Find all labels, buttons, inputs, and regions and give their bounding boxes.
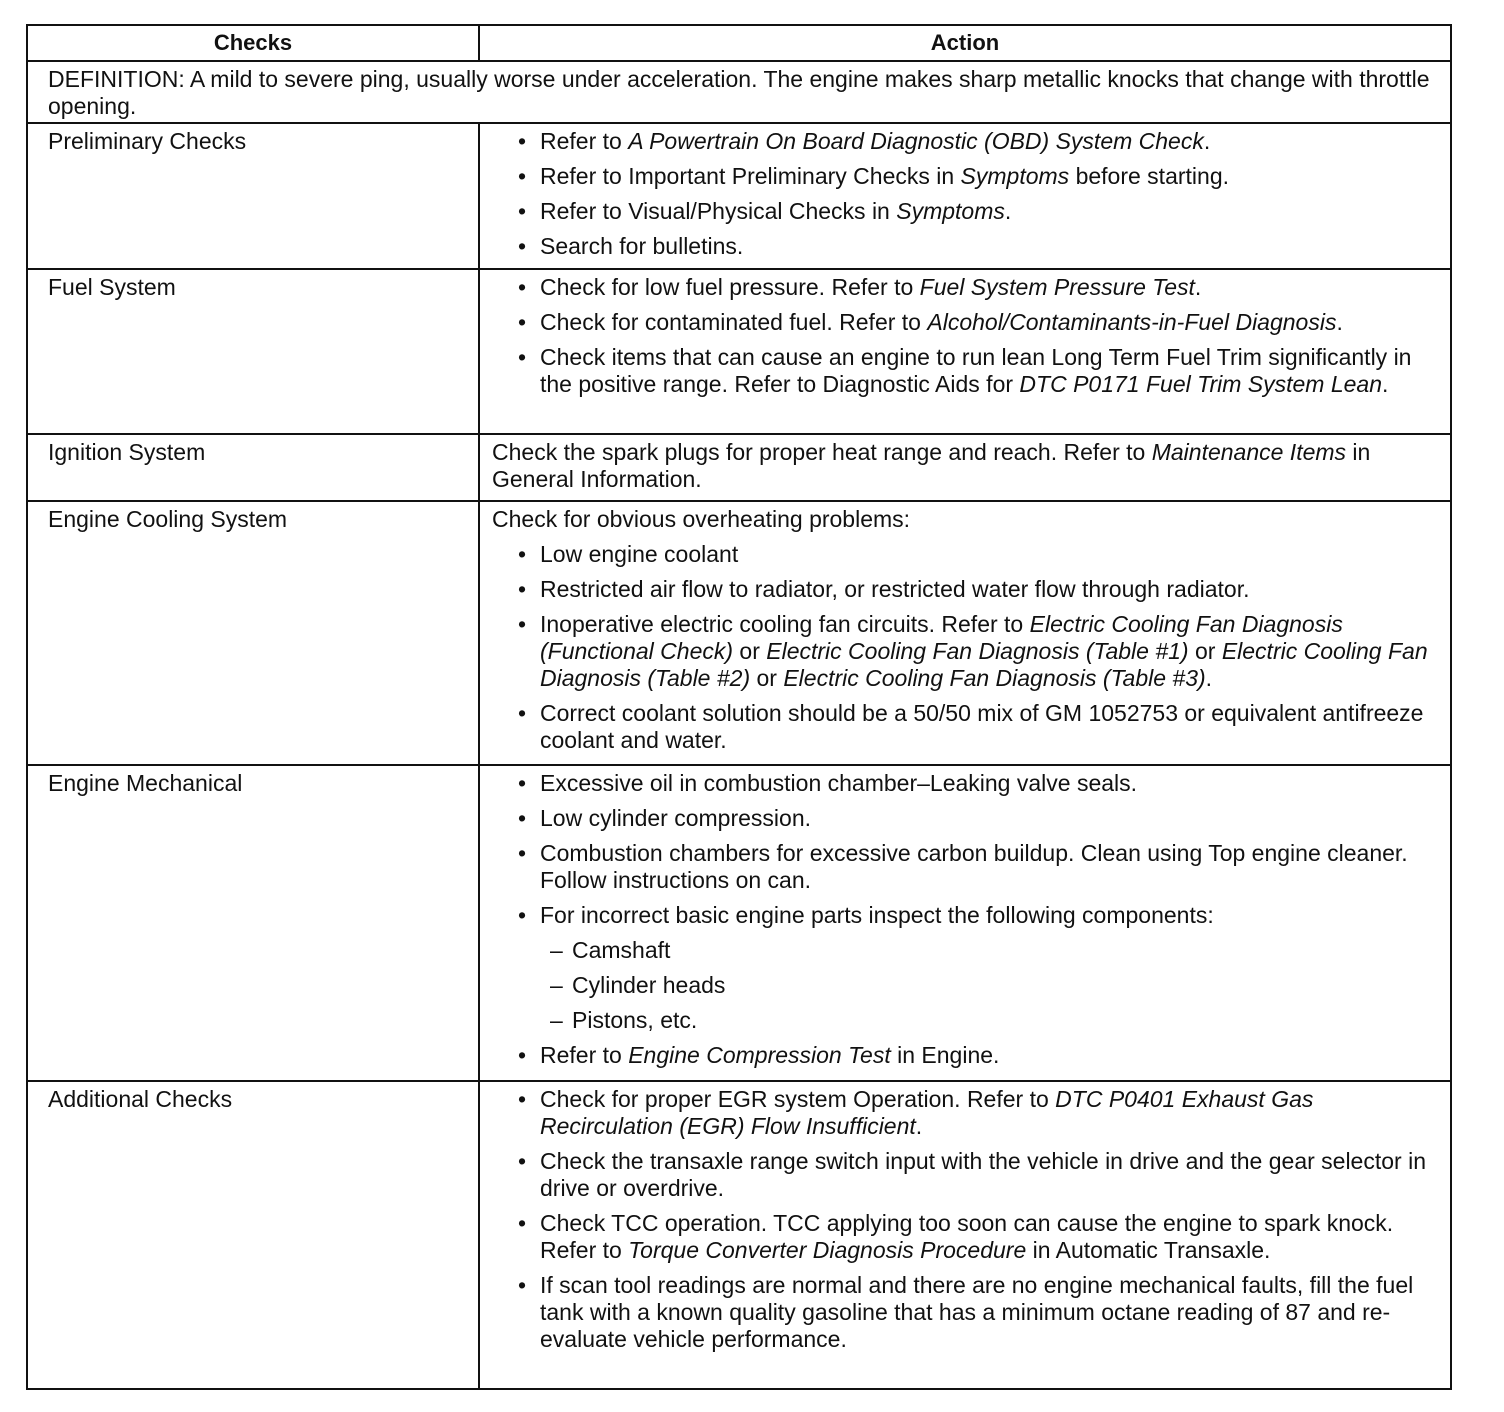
header-checks: Checks — [28, 26, 480, 60]
table-row — [28, 433, 1450, 500]
list-item: • Restricted air flow to radiator, or restricted water flow through radiator. — [492, 576, 1434, 603]
list-item: • If scan tool readings are normal and there are no engine mechanical faults, fill the fuel tank with a known quality gasoline that has a minimum octane reading of 87 and re-evaluate vehicle performance. — [492, 1272, 1434, 1353]
definition-text: DEFINITION: A mild to severe ping, usually worse under acceleration. The engine makes sharp metallic knocks that change with throttle opening. — [48, 66, 1430, 119]
row-action-additional — [480, 1082, 1450, 1388]
list-item: • Inoperative electric cooling fan circuits. Refer to Electric Cooling Fan Diagnosis (Functional Check) or Electric Cooling Fan Diagnosis (Table #1) or Electric Cooling Fan Diagnosis (Table #2) or Electric Cooling Fan Diagnosis (Table #3). — [492, 611, 1434, 692]
diagnostic-table — [26, 24, 1452, 1390]
list-item: • Correct coolant solution should be a 50/50 mix of GM 1052753 or equivalent antifreeze coolant and water. — [492, 700, 1434, 754]
action-list — [492, 128, 1434, 260]
list-item: • Check for contaminated fuel. Refer to Alcohol/Contaminants-in-Fuel Diagnosis. — [492, 309, 1434, 336]
list-item: • Combustion chambers for excessive carbon buildup. Clean using Top engine cleaner. Follow instructions on can. — [492, 840, 1434, 894]
list-item: • Low cylinder compression. — [492, 805, 1434, 832]
row-label-preliminary: Preliminary Checks — [28, 124, 480, 268]
list-item: • Search for bulletins. — [492, 233, 1434, 260]
row-label-fuel: Fuel System — [28, 270, 480, 433]
action-intro: Check for obvious overheating problems: — [492, 506, 911, 532]
list-item: • Check for proper EGR system Operation. Refer to DTC P0401 Exhaust Gas Recirculation (EGR) Flow Insufficient. — [492, 1086, 1434, 1140]
list-item: • Check for low fuel pressure. Refer to Fuel System Pressure Test. — [492, 274, 1434, 301]
list-item: • Check items that can cause an engine to run lean Long Term Fuel Trim significantly in the positive range. Refer to Diagnostic Aids for DTC P0171 Fuel Trim System Lean. — [492, 344, 1434, 398]
row-action-ignition: Check the spark plugs for proper heat range and reach. Refer to Maintenance Items in General Information. — [492, 439, 1371, 492]
row-label-mechanical: Engine Mechanical — [28, 766, 480, 1080]
list-item: – Cylinder heads — [540, 972, 1434, 999]
list-item: – Camshaft — [540, 937, 1434, 964]
list-item: • Check the transaxle range switch input with the vehicle in drive and the gear selector in drive or overdrive. — [492, 1148, 1434, 1202]
row-action-mechanical — [480, 766, 1450, 1080]
row-action-cooling — [480, 502, 1450, 764]
table-row — [28, 1080, 1450, 1388]
action-list — [492, 541, 1434, 754]
list-item: • Refer to Important Preliminary Checks in Symptoms before starting. — [492, 163, 1434, 190]
list-item: • Refer to Visual/Physical Checks in Symptoms. — [492, 198, 1434, 225]
row-label-ignition: Ignition System — [28, 435, 480, 500]
table-row — [28, 122, 1450, 268]
row-label-additional: Additional Checks — [28, 1082, 480, 1388]
list-item: • Low engine coolant — [492, 541, 1434, 568]
list-item: • Check TCC operation. TCC applying too soon can cause the engine to spark knock. Refer to Torque Converter Diagnosis Procedure in Automatic Transaxle. — [492, 1210, 1434, 1264]
list-item: • Excessive oil in combustion chamber–Leaking valve seals. — [492, 770, 1434, 797]
row-action-fuel — [480, 270, 1450, 433]
action-list — [492, 1086, 1434, 1353]
row-label-cooling: Engine Cooling System — [28, 502, 480, 764]
action-list — [492, 274, 1434, 398]
action-list — [492, 770, 1434, 1069]
table-row — [28, 764, 1450, 1080]
table-row — [28, 268, 1450, 433]
table-header-row — [28, 26, 1450, 60]
component-list — [540, 937, 1434, 1034]
list-item: • Refer to A Powertrain On Board Diagnostic (OBD) System Check. — [492, 128, 1434, 155]
header-action: Action — [930, 30, 1000, 55]
table-row — [28, 500, 1450, 764]
row-action-preliminary — [480, 124, 1450, 268]
list-item: • For incorrect basic engine parts inspect the following components: – Camshaft – Cylinder heads – Pistons, etc. — [492, 902, 1434, 1034]
list-item: • Refer to Engine Compression Test in Engine. — [492, 1042, 1434, 1069]
definition-row — [28, 60, 1450, 122]
list-item: – Pistons, etc. — [540, 1007, 1434, 1034]
